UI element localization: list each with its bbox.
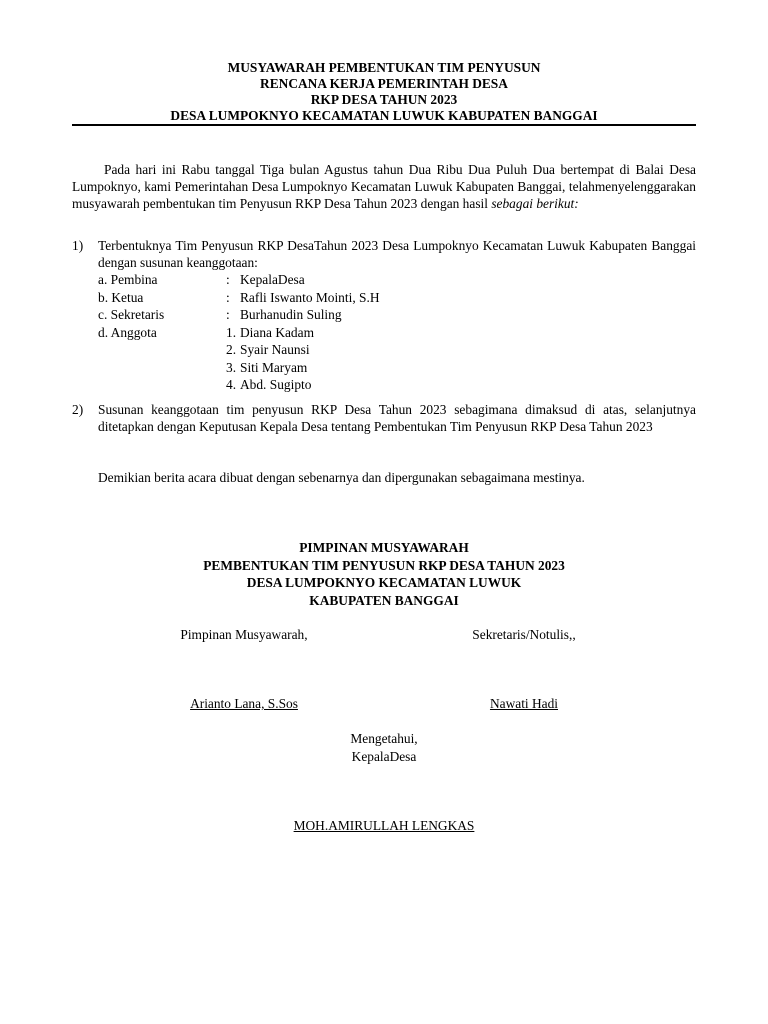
intro-italic-tail: sebagai berikut: xyxy=(491,196,579,211)
intro-paragraph xyxy=(72,161,696,212)
member-row xyxy=(98,324,696,342)
member-separator: 1. xyxy=(226,324,237,340)
member-separator: : xyxy=(226,272,230,287)
member-role xyxy=(98,376,226,394)
secretary-role: Sekretaris/Notulis,, xyxy=(472,627,576,642)
member-separator: 2. xyxy=(226,342,237,357)
member-role xyxy=(98,359,226,377)
signature-title-line-2: PEMBENTUKAN TIM PENYUSUN RKP DESA TAHUN 2023 xyxy=(203,557,565,573)
member-role xyxy=(98,341,226,359)
list-item-number: 1) xyxy=(72,238,84,253)
acknowledgement-label: Mengetahui, xyxy=(350,731,418,746)
signature-title-line-4: KABUPATEN BANGGAI xyxy=(309,592,459,608)
acknowledgement xyxy=(284,730,484,765)
member-row xyxy=(98,341,696,359)
list-item-2 xyxy=(72,401,696,435)
member-row xyxy=(98,359,696,377)
list-item-text: Terbentuknya Tim Penyusun RKP DesaTahun 2023 Desa Lumpoknyo Kecamatan Luwuk Kabupaten Banggai dengan susunan keanggotaan: xyxy=(98,238,696,270)
intro-text: Pada hari ini Rabu tanggal Tiga bulan Agustus tahun Dua Ribu Dua Puluh Dua bertempat di Balai Desa Lumpoknyo, kami Pemerintahan Desa Lumpoknyo Kecamatan Luwuk Kabupaten Banggai, telahmenyelenggarakan musyawarah pembentukan tim Penyusun RKP Desa Tahun 2023 dengan hasil xyxy=(72,162,696,211)
member-name: KepalaDesa xyxy=(240,272,305,287)
member-name: Abd. Sugipto xyxy=(240,377,312,392)
member-row xyxy=(98,289,696,307)
closing-paragraph: Demikian berita acara dibuat dengan sebenarnya dan dipergunakan sebagaimana mestinya. xyxy=(98,470,585,485)
member-separator: 3. xyxy=(226,359,237,375)
document-header xyxy=(72,60,696,124)
member-name: Siti Maryam xyxy=(240,359,308,375)
member-row xyxy=(98,376,696,394)
signature-title xyxy=(72,539,696,609)
header-line-2: RENCANA KERJA PEMERINTAH DESA xyxy=(260,76,508,91)
chair-role: Pimpinan Musyawarah, xyxy=(180,627,308,642)
member-name: Rafli Iswanto Mointi, S.H xyxy=(240,289,380,305)
member-separator: 4. xyxy=(226,377,237,392)
member-role: b. Ketua xyxy=(98,289,144,305)
signature-title-line-1: PIMPINAN MUSYAWARAH xyxy=(299,540,469,555)
member-list xyxy=(98,271,696,394)
header-line-1: MUSYAWARAH PEMBENTUKAN TIM PENYUSUN xyxy=(227,60,541,75)
header-divider xyxy=(72,124,696,126)
member-role: c. Sekretaris xyxy=(98,307,165,322)
acknowledgement-role: KepalaDesa xyxy=(351,748,417,764)
signature-title-line-3: DESA LUMPOKNYO KECAMATAN LUWUK xyxy=(246,575,522,590)
member-name: Syair Naunsi xyxy=(240,342,310,357)
member-separator: : xyxy=(226,307,230,322)
member-role: d. Anggota xyxy=(98,324,157,340)
member-role: a. Pembina xyxy=(98,272,158,287)
member-row xyxy=(98,271,696,289)
header-line-4: DESA LUMPOKNYO KECAMATAN LUWUK KABUPATEN BANGGAI xyxy=(170,108,598,123)
list-item-text: Susunan keanggotaan tim penyusun RKP Desa Tahun 2023 sebagimana dimaksud di atas, selanjutnya ditetapkan dengan Keputusan Kepala Desa tentang Pembentukan Tim Penyusun RKP Desa Tahun 2023 xyxy=(98,402,696,434)
header-line-3: RKP DESA TAHUN 2023 xyxy=(310,92,458,107)
member-name: Diana Kadam xyxy=(240,324,314,340)
chair-name: Arianto Lana, S.Sos xyxy=(190,696,298,711)
secretary-name: Nawati Hadi xyxy=(489,696,559,711)
list-item-1 xyxy=(72,237,696,394)
member-separator: : xyxy=(226,289,230,305)
list-item-number: 2) xyxy=(72,402,84,417)
village-head-name: MOH.AMIRULLAH LENGKAS xyxy=(293,818,475,833)
member-row xyxy=(98,306,696,324)
member-name: Burhanudin Suling xyxy=(240,307,342,322)
